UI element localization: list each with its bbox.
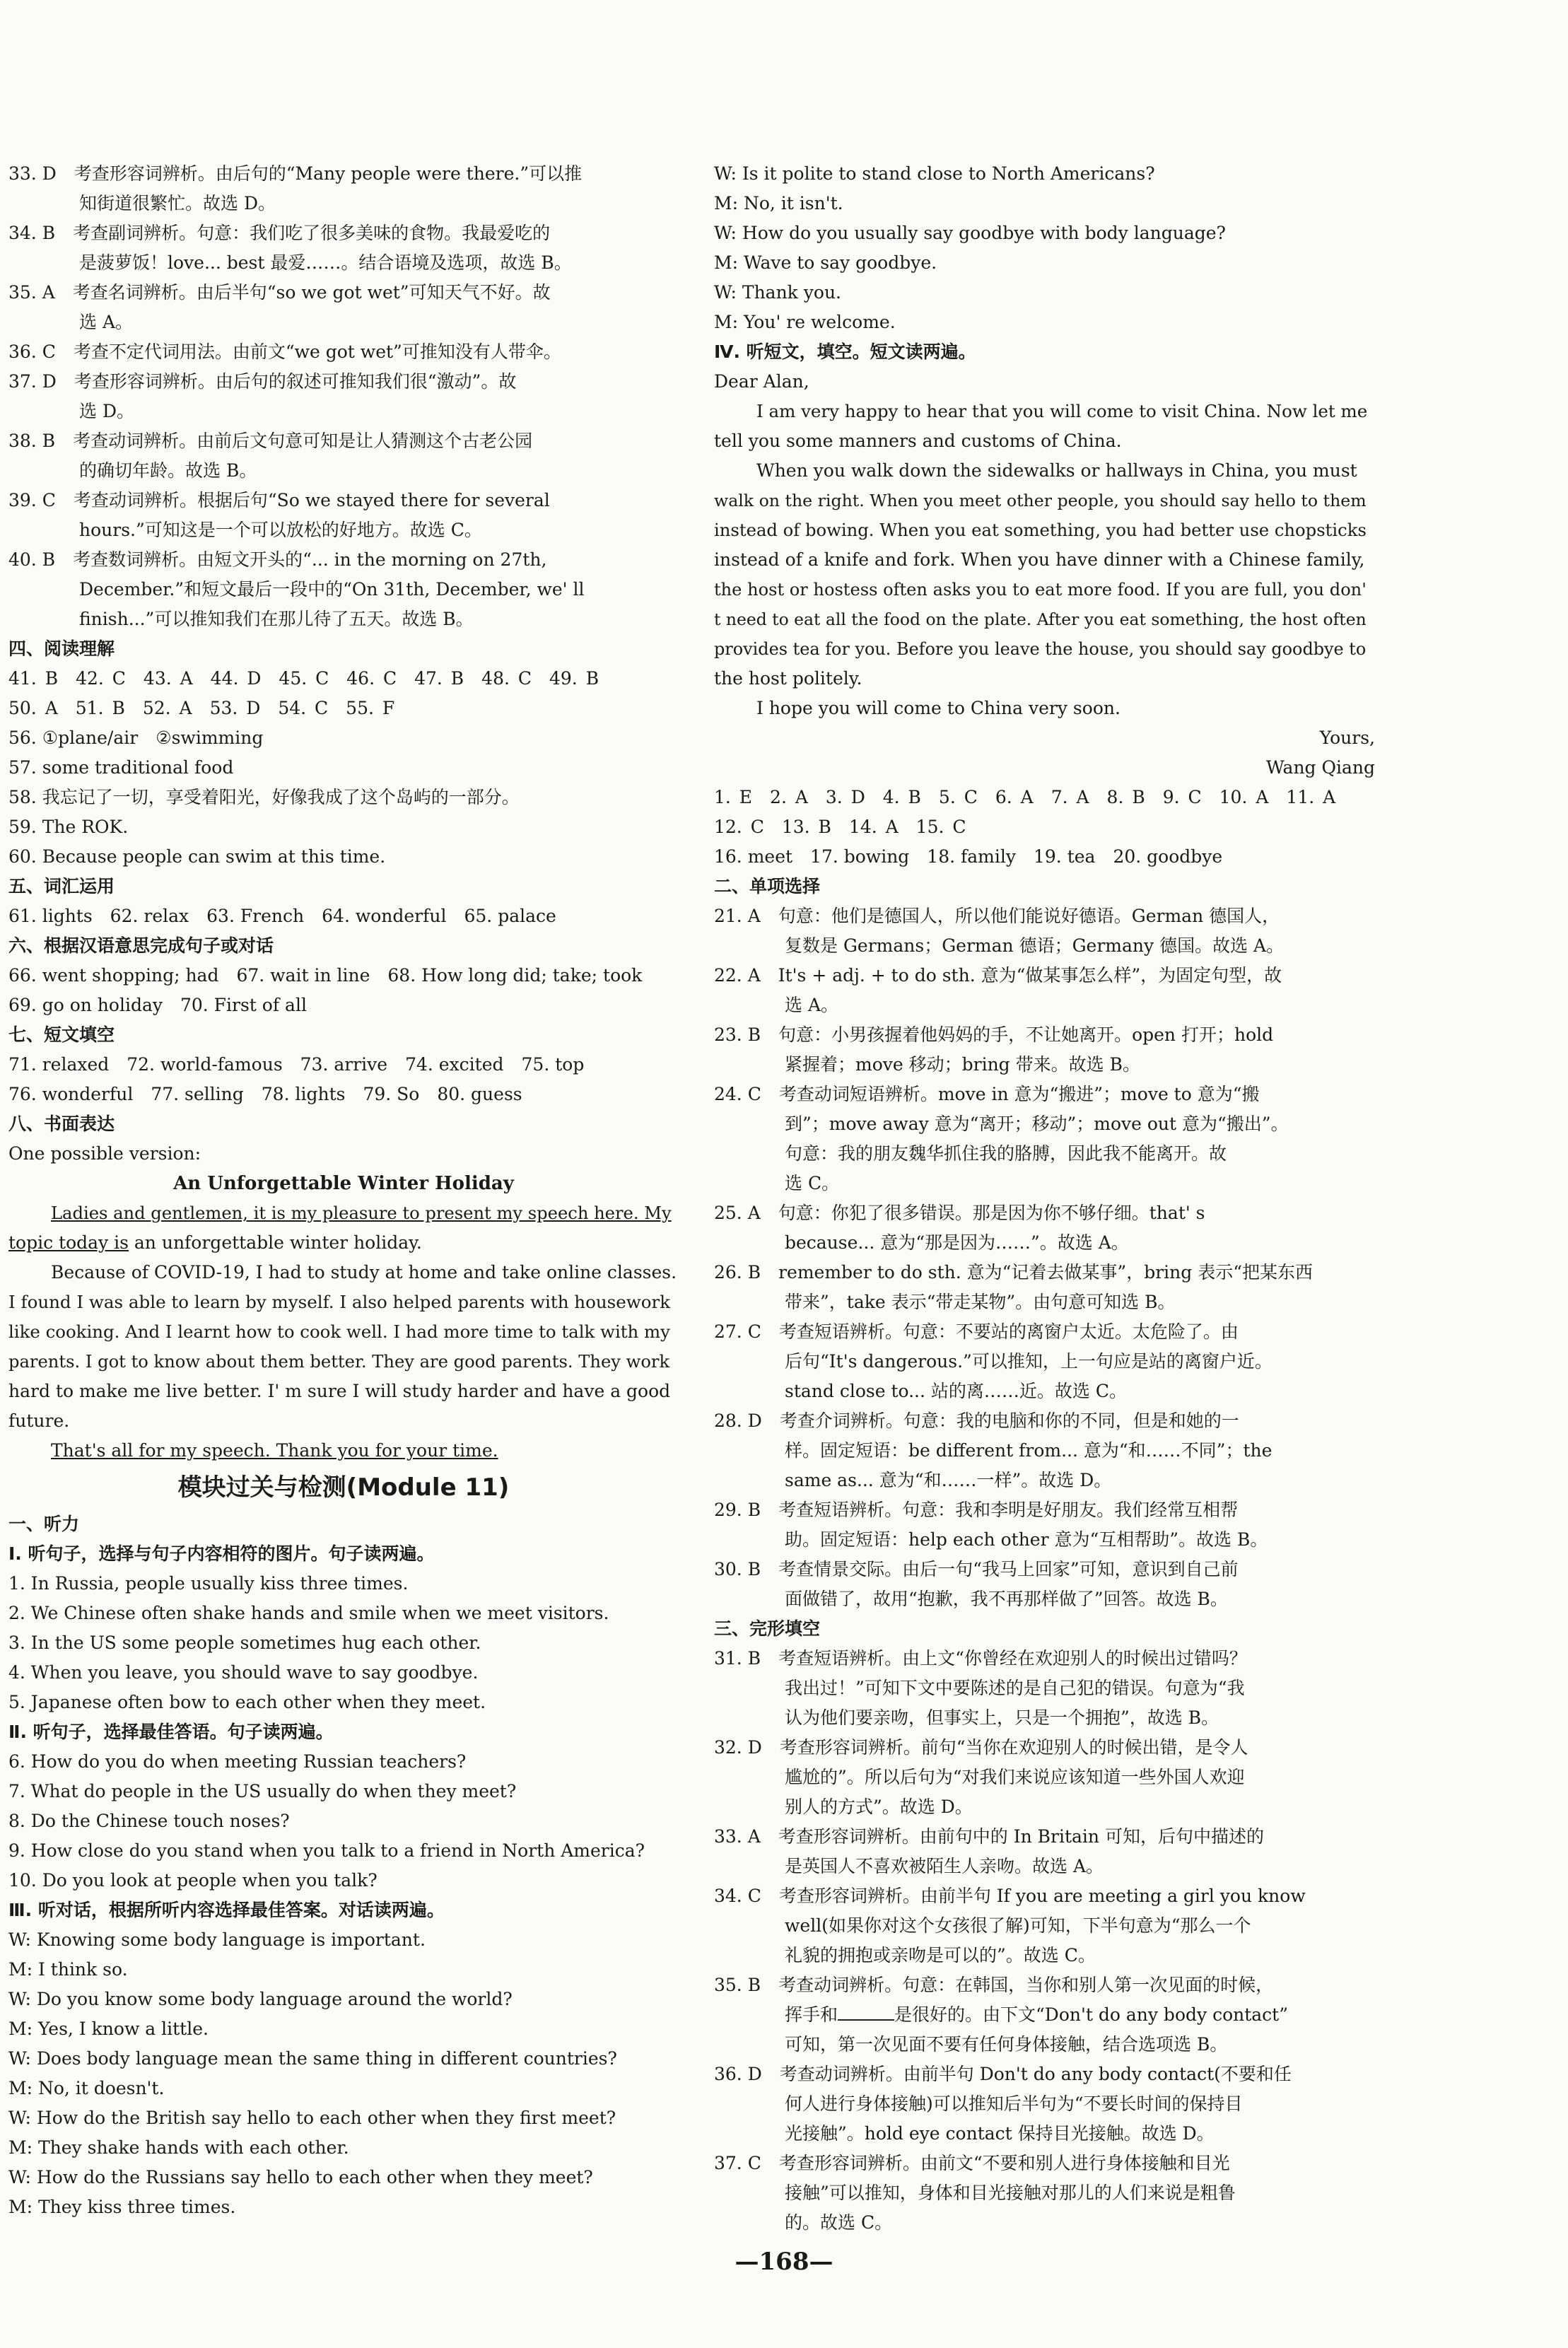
answer-explanation: 33. A 考查形容词辨析。由前句中的 In Britain 可知，后句中描述的 [714, 1826, 1264, 1847]
essay-title: An Unforgettable Winter Holiday [173, 1173, 514, 1194]
text-line: 5. Japanese often bow to each other when they meet. [8, 1692, 486, 1712]
text-line: the host or hostess often asks you to eat more food. If you are full, you don' [714, 580, 1367, 600]
text-line: 8. Do the Chinese touch noses? [8, 1811, 290, 1831]
text-line: M: They kiss three times. [8, 2197, 236, 2217]
text-line: M: You' re welcome. [714, 312, 896, 332]
explanation-continuation: 选 D。 [79, 401, 134, 421]
text-line: W: How do the Russians say hello to each other when they meet? [8, 2167, 593, 2188]
text-line: M: I think so. [8, 1959, 128, 1980]
explanation-continuation: December.”和短文最后一段中的“On 31th, December, we' ll [79, 579, 585, 600]
explanation-continuation: 样。固定短语：be different from... 意为“和……不同”；the [785, 1440, 1272, 1461]
answer-explanation: 27. C 考查短语辨析。句意：不要站的离窗户太近。太危险了。由 [714, 1321, 1239, 1342]
text-line: W: Is it polite to stand close to North Americans? [714, 163, 1155, 184]
text-line: 60. Because people can swim at this time. [8, 846, 386, 867]
text-line: 56. ①plane/air ②swimming [8, 728, 264, 748]
text-line: provides tea for you. Before you leave the house, you should say goodbye to [714, 639, 1367, 659]
text-line: 6. How do you do when meeting Russian teachers? [8, 1751, 467, 1772]
text-line: 71. relaxed 72. world-famous 73. arrive 74. excited 75. top [8, 1054, 585, 1075]
explanation-continuation: 接触”可以推知，身体和目光接触对那儿的人们来说是粗鲁 [785, 2183, 1236, 2203]
section-heading: 五、词汇运用 [8, 876, 115, 896]
text-line: hard to make me live better. I' m sure I will study harder and have a good [8, 1381, 671, 1401]
section-heading: 三、完形填空 [714, 1618, 821, 1639]
paragraph-line: Because of COVID-19, I had to study at home and take online classes. [51, 1262, 677, 1283]
text-line: 57. some traditional food [8, 757, 234, 778]
answer-explanation: 28. D 考查介词辨析。句意：我的电脑和你的不同，但是和她的一 [714, 1410, 1239, 1431]
text-line: walk on the right. When you meet other people, you should say hello to them [714, 491, 1367, 510]
explanation-continuation: hours.”可知这是一个可以放松的好地方。故选 C。 [79, 520, 482, 540]
answer-explanation: 26. B remember to do sth. 意为“记着去做某事”，bring 表示“把某东西 [714, 1262, 1313, 1283]
explanation-continuation: 后句“It's dangerous.”可以推知，上一句应是站的离窗户近。 [785, 1351, 1272, 1372]
text-line: t need to eat all the food on the plate. After you eat something, the host often [714, 609, 1367, 629]
answer-explanation: 34. B 考查副词辨析。句意：我们吃了很多美味的食物。我最爱吃的 [8, 223, 551, 243]
text-line: like cooking. And I learnt how to cook well. I had more time to talk with my [8, 1321, 670, 1342]
text-line: M: Yes, I know a little. [8, 2019, 209, 2039]
answer-explanation: 23. B 句意：小男孩握着他妈妈的手，不让她离开。open 打开；hold [714, 1024, 1274, 1045]
explanation-continuation: 到”；move away 意为“离开；移动”；move out 意为“搬出”。 [785, 1114, 1289, 1134]
fill-blank [838, 2004, 894, 2021]
text-line: 1. In Russia, people usually kiss three times. [8, 1573, 409, 1594]
text-line: One possible version: [8, 1143, 201, 1164]
explanation-continuation: same as... 意为“和……一样”。故选 D。 [785, 1470, 1112, 1490]
text-line: W: Knowing some body language is important. [8, 1929, 426, 1950]
section-heading: Ⅰ. 听句子，选择与句子内容相符的图片。句子读两遍。 [8, 1543, 435, 1564]
text-line: 66. went shopping; had 67. wait in line 68. How long did; take; took [8, 965, 643, 986]
explanation-continuation: 是英国人不喜欢被陌生人亲吻。故选 A。 [785, 1856, 1104, 1876]
text-line: I found I was able to learn by myself. I also helped parents with housework [8, 1292, 671, 1312]
text-line: 69. go on holiday 70. First of all [8, 995, 307, 1015]
paragraph-line: When you walk down the sidewalks or hallways in China, you must [756, 460, 1357, 481]
section-heading: 二、单项选择 [714, 876, 821, 896]
paragraph-line: I am very happy to hear that you will come to visit China. Now let me [756, 401, 1368, 421]
section-heading: 一、听力 [8, 1514, 80, 1534]
explanation-continuation: because... 意为“那是因为……”。故选 A。 [785, 1232, 1129, 1253]
text-line: instead of a knife and fork. When you have dinner with a Chinese family, [714, 549, 1365, 570]
answer-explanation: 36. D 考查动词辨析。由前半句 Don't do any body contact(不要和任 [714, 2064, 1292, 2084]
answer-explanation: 31. B 考查短语辨析。由上文“你曾经在欢迎别人的时候出过错吗？ [714, 1648, 1247, 1669]
text-line: 76. wonderful 77. selling 78. lights 79. So 80. guess [8, 1084, 522, 1104]
answer-explanation: 32. D 考查形容词辨析。前句“当你在欢迎别人的时候出错，是令人 [714, 1737, 1248, 1758]
right-column [714, 159, 1375, 2238]
answer-explanation: 37. D 考查形容词辨析。由后句的叙述可推知我们很“激动”。故 [8, 371, 517, 392]
explanation-continuation: 尴尬的”。所以后句为“对我们来说应该知道一些外国人欢迎 [785, 1767, 1245, 1787]
explanation-continuation: 光接触”。hold eye contact 保持目光接触。故选 D。 [785, 2123, 1215, 2144]
letter-signoff: Yours, [1319, 728, 1375, 748]
underlined-line: That's all for my speech. Thank you for your time. [51, 1440, 498, 1461]
answer-row: 1. E 2. A 3. D 4. B 5. C 6. A 7. A 8. B 9. C 10. A 11. A [714, 787, 1336, 807]
text-line: M: Wave to say goodbye. [714, 252, 937, 273]
text-line: 58. 我忘记了一切，享受着阳光，好像我成了这个岛屿的一部分。 [8, 787, 520, 807]
answer-explanation: 33. D 考查形容词辨析。由后句的“Many people were there.”可以推 [8, 163, 583, 184]
answer-explanation: 35. B 考查动词辨析。句意：在韩国，当你和别人第一次见面的时候， [714, 1975, 1274, 1995]
explanation-continuation: 可知，第一次见面不要有任何身体接触，结合选项选 B。 [785, 2034, 1228, 2055]
underlined-line: Ladies and gentlemen, it is my pleasure to present my speech here. My [51, 1203, 672, 1223]
explanation-continuation: 带来”，take 表示“带走某物”。由句意可知选 B。 [785, 1292, 1176, 1312]
text-line: M: No, it doesn't. [8, 2078, 165, 2098]
answer-explanation: 36. C 考查不定代词用法。由前文“we got wet”可推知没有人带伞。 [8, 341, 561, 362]
text-line: Dear Alan, [714, 371, 809, 392]
text-line: W: How do the British say hello to each other when they first meet? [8, 2108, 616, 2128]
text-line: M: They shake hands with each other. [8, 2137, 349, 2158]
section-heading: 七、短文填空 [8, 1024, 115, 1045]
section-heading: 八、书面表达 [8, 1114, 115, 1134]
left-column [8, 159, 679, 2222]
text-line: instead of bowing. When you eat something, you had better use chopsticks [714, 520, 1367, 540]
explanation-continuation: 复数是 Germans；German 德语；Germany 德国。故选 A。 [785, 935, 1285, 956]
text-line: 7. What do people in the US usually do when they meet? [8, 1781, 517, 1801]
explanation-continuation: 何人进行身体接触)可以推知后半句为“不要长时间的保持目 [785, 2093, 1243, 2114]
text-line: tell you some manners and customs of China. [714, 431, 1122, 451]
answer-explanation: 39. C 考查动词辨析。根据后句“So we stayed there for several [8, 490, 550, 510]
answer-explanation: 35. A 考查名词辨析。由后半句“so we got wet”可知天气不好。故 [8, 282, 551, 303]
section-heading: Ⅲ. 听对话，根据所听内容选择最佳答案。对话读两遍。 [8, 1900, 445, 1920]
answer-explanation: 30. B 考查情景交际。由后一句“我马上回家”可知，意识到自己前 [714, 1559, 1239, 1579]
explanation-continuation: 的。故选 C。 [785, 2212, 893, 2233]
answer-explanation: 38. B 考查动词辨析。由前后文句意可知是让人猜测这个古老公园 [8, 431, 533, 451]
explanation-continuation: 助。固定短语：help each other 意为“互相帮助”。故选 B。 [785, 1529, 1268, 1550]
module-title: 模块过关与检测(Module 11) [177, 1473, 510, 1502]
explanation-continuation: 认为他们要亲吻，但事实上，只是一个拥抱”，故选 B。 [785, 1707, 1219, 1728]
explanation-continuation: 紧握着；move 移动；bring 带来。故选 B。 [785, 1054, 1140, 1075]
text-line: the host politely. [714, 668, 862, 689]
text-line: M: No, it isn't. [714, 193, 843, 214]
paragraph-line: I hope you will come to China very soon. [756, 698, 1121, 718]
answer-explanation: 24. C 考查动词短语辨析。move in 意为“搬进”；move to 意为“搬 [714, 1084, 1260, 1104]
text-line: 61. lights 62. relax 63. French 64. wonderful 65. palace [8, 906, 556, 926]
page-number: —168— [735, 2248, 833, 2276]
explanation-continuation: 选 A。 [79, 312, 134, 332]
letter-signoff: Wang Qiang [1266, 757, 1375, 778]
text-line: 3. In the US some people sometimes hug each other. [8, 1632, 481, 1653]
explanation-continuation: 是菠萝饭！love... best 最爱……。结合语境及选项，故选 B。 [79, 252, 572, 273]
explanation-continuation: 礼貌的拥抱或亲吻是可以的”。故选 C。 [785, 1945, 1096, 1966]
underlined-line: topic today is an unforgettable winter holiday. [8, 1232, 422, 1253]
text-line: future. [8, 1410, 70, 1431]
text-line: 59. The ROK. [8, 817, 129, 837]
text-line: 16. meet 17. bowing 18. family 19. tea 20. goodbye [714, 846, 1223, 867]
explanation-continuation: 我出过！”可知下文中要陈述的是自己犯的错误。句意为“我 [785, 1678, 1245, 1698]
section-heading: Ⅳ. 听短文，填空。短文读两遍。 [714, 341, 976, 362]
explanation-continuation: 挥手和 是很好的。由下文“Don't do any body contact” [785, 2004, 1288, 2025]
section-heading: 六、根据汉语意思完成句子或对话 [8, 935, 274, 956]
text-line: 4. When you leave, you should wave to say goodbye. [8, 1662, 479, 1683]
text-line: W: Thank you. [714, 282, 841, 303]
text-line: 2. We Chinese often shake hands and smile when we meet visitors. [8, 1603, 609, 1623]
explanation-continuation: 的确切年龄。故选 B。 [79, 460, 257, 481]
answer-row: 12. C 13. B 14. A 15. C [714, 817, 966, 837]
explanation-continuation: 别人的方式”。故选 D。 [785, 1797, 973, 1817]
answer-explanation: 37. C 考查形容词辨析。由前文“不要和别人进行身体接触和目光 [714, 2153, 1230, 2173]
text-line: W: Does body language mean the same thing in different countries? [8, 2048, 617, 2069]
explanation-continuation: 面做错了，故用“抱歉，我不再那样做了”回答。故选 B。 [785, 1589, 1228, 1609]
text-line: W: How do you usually say goodbye with body language? [714, 223, 1226, 243]
answer-explanation: 40. B 考查数词辨析。由短文开头的“... in the morning on 27th, [8, 549, 547, 570]
text-line: 9. How close do you stand when you talk to a friend in North America? [8, 1840, 645, 1861]
explanation-continuation: 选 C。 [785, 1173, 840, 1193]
text-line: 10. Do you look at people when you talk? [8, 1870, 378, 1891]
explanation-continuation: 选 A。 [785, 995, 839, 1015]
answer-explanation: 22. A It's + adj. + to do sth. 意为“做某事怎么样”，为固定句型，故 [714, 965, 1282, 986]
answer-explanation: 34. C 考查形容词辨析。由前半句 If you are meeting a girl you know [714, 1886, 1306, 1906]
answer-row: 50. A 51. B 52. A 53. D 54. C 55. F [8, 698, 395, 718]
explanation-continuation: 知街道很繁忙。故选 D。 [79, 193, 276, 214]
explanation-continuation: finish...”可以推知我们在那儿待了五天。故选 B。 [79, 609, 474, 629]
answer-explanation: 21. A 句意：他们是德国人，所以他们能说好德语。German 德国人， [714, 906, 1280, 926]
section-heading: 四、阅读理解 [8, 638, 115, 659]
explanation-continuation: 句意：我的朋友魏华抓住我的胳膊，因此我不能离开。故 [785, 1143, 1227, 1164]
answer-explanation: 25. A 句意：你犯了很多错误。那是因为你不够仔细。that' s [714, 1203, 1205, 1223]
section-heading: Ⅱ. 听句子，选择最佳答语。句子读两遍。 [8, 1722, 334, 1742]
text-line: W: Do you know some body language around the world? [8, 1989, 513, 2009]
answer-row: 41. B 42. C 43. A 44. D 45. C 46. C 47. B 48. C 49. B [8, 668, 599, 689]
text-line: parents. I got to know about them better. They are good parents. They work [8, 1352, 670, 1372]
answer-explanation: 29. B 考查短语辨析。句意：我和李明是好朋友。我们经常互相帮 [714, 1500, 1239, 1520]
explanation-continuation: well(如果你对这个女孩很了解)可知，下半句意为“那么一个 [785, 1915, 1251, 1936]
explanation-continuation: stand close to... 站的离……近。故选 C。 [785, 1381, 1127, 1401]
